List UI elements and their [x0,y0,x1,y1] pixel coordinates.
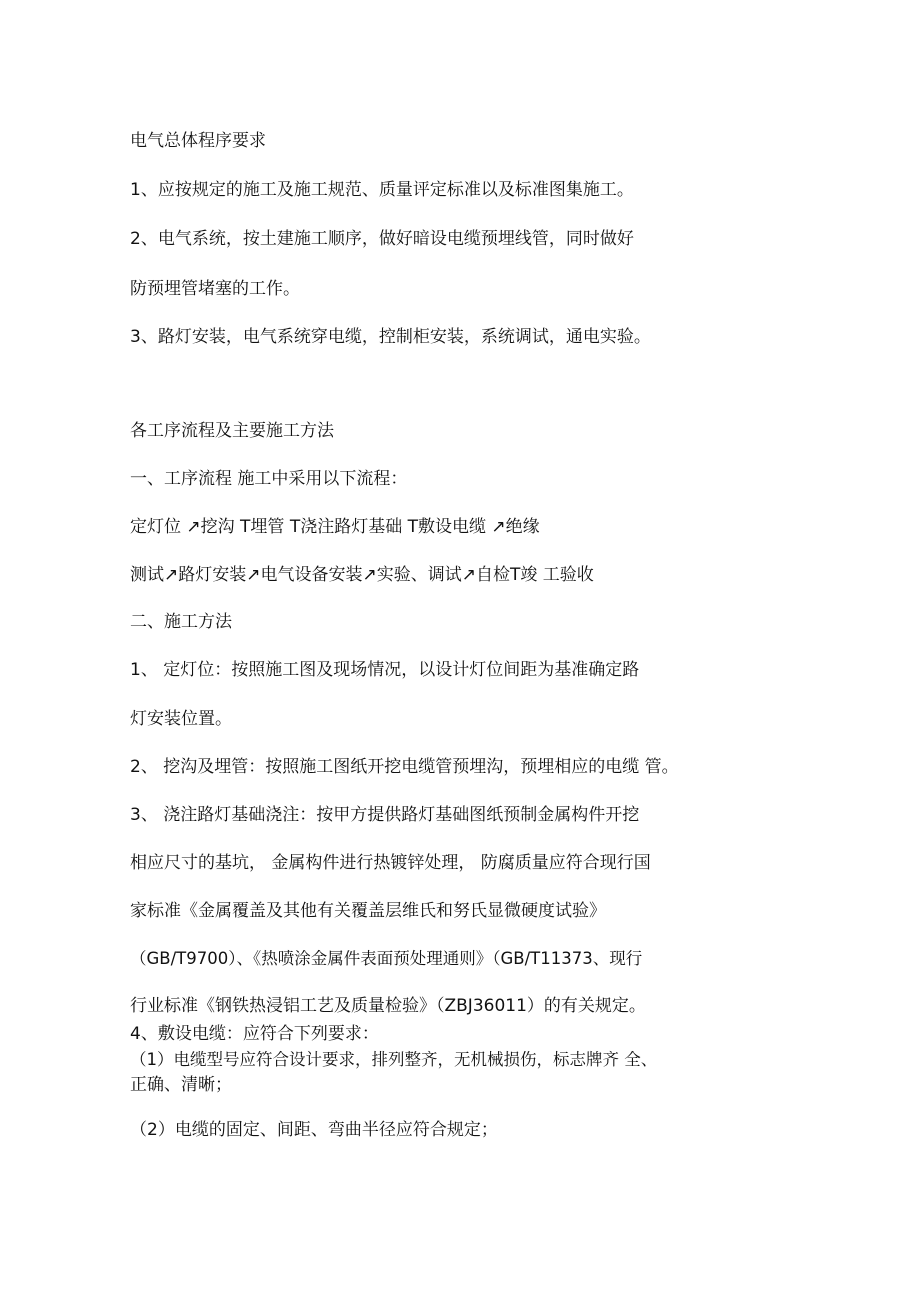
paragraph: 1、 定灯位：按照施工图及现场情况，以设计灯位间距为基准确定路 [130,660,640,680]
paragraph: 4、敷设电缆：应符合下列要求： [130,1024,379,1044]
paragraph: 3、路灯安装，电气系统穿电缆，控制柜安装，系统调试，通电实验。 [130,327,651,347]
list-item: （1）电缆型号应符合设计要求，排列整齐，无机械损伤，标志牌齐 全、 [130,1050,658,1069]
paragraph: 家标准《金属覆盖及其他有关覆盖层维氏和努氏显微硬度试验》 [130,901,606,921]
paragraph: 2、 挖沟及埋管：按照施工图纸开挖电缆管预埋沟，预埋相应的电缆 管。 [130,757,679,777]
subsection-title: 二、施工方法 [130,612,232,632]
flow-line: 定灯位 ↗挖沟 T埋管 T浇注路灯基础 T敷设电缆 ↗绝缘 [130,517,540,537]
section-heading: 各工序流程及主要施工方法 [130,421,334,441]
paragraph: 灯安装位置。 [130,709,232,729]
paragraph: 3、 浇注路灯基础浇注：按甲方提供路灯基础图纸预制金属构件开挖 [130,805,640,825]
list-item: （2）电缆的固定、间距、弯曲半径应符合规定； [130,1120,498,1140]
paragraph: 1、应按规定的施工及施工规范、质量评定标准以及标准图集施工。 [130,180,634,200]
paragraph: （GB/T9700）、《热喷涂金属件表面预处理通则》（GB/T11373、现行 [130,949,643,968]
paragraph: 行业标准《钢铁热浸铝工艺及质量检验》（ZBJ36011）的有关规定。 [130,996,646,1016]
list-item: 正确、清晰； [130,1075,232,1095]
paragraph: 防预埋管堵塞的工作。 [130,279,300,299]
paragraph: 2、电气系统，按土建施工顺序，做好暗设电缆预埋线管，同时做好 [130,229,634,249]
flow-line: 测试↗路灯安装↗电气设备安装↗实验、调试↗自检T竣 工验收 [130,565,594,585]
paragraph: 相应尺寸的基坑， 金属构件进行热镀锌处理， 防腐质量应符合现行国 [130,853,651,873]
section-heading: 电气总体程序要求 [130,131,266,151]
subsection-title: 一、工序流程 施工中采用以下流程： [130,469,408,489]
